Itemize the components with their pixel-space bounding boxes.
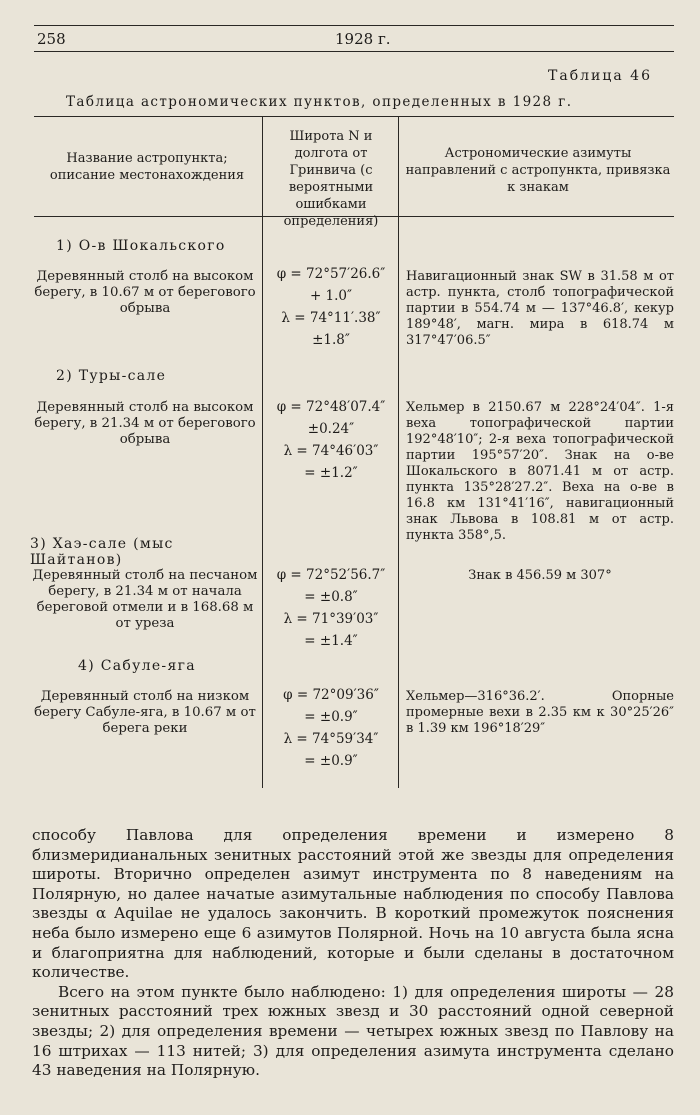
station-description: Деревянный столб на песчаном берегу, в 21.34 м от начала береговой отмели и в 168.68 м от уреза xyxy=(32,568,258,631)
latitude-error: = ±0.8″ xyxy=(304,589,358,605)
longitude: λ = 74°11′.38″ xyxy=(281,310,381,326)
longitude: λ = 74°59′34″ xyxy=(283,731,379,747)
station-description: Деревянный столб на высоком берегу, в 21.34 м от берегового обрыва xyxy=(34,400,256,447)
longitude-error: ±1.8″ xyxy=(312,332,350,348)
column-header-azimuths: Астрономические азимуты направлений с астропункта, привязка к знакам xyxy=(405,146,671,195)
latitude-error: = ±0.9″ xyxy=(304,709,358,725)
body-text xyxy=(32,826,674,1081)
station-azimuths: Навигационный знак SW в 31.58 м от астр. пункта, столб топографической партии в 554.74 м — 137°46.8′, кекур 189°48′, магн. мира в 618.74 м 317°47′06.5″ xyxy=(406,269,674,348)
station-coordinates xyxy=(266,263,396,351)
column-divider-2 xyxy=(398,116,399,788)
latitude: φ = 72°57′26.6″ xyxy=(276,266,386,282)
station-description: Деревянный столб на низком берегу Сабуле-яга, в 10.67 м от берега реки xyxy=(34,689,256,736)
body-paragraph: Всего на этом пункте было наблюдено: 1) для определения широты — 28 зенитных расстояний трех южных звезд и 30 расстояний одной северной звезды; 2) для определения времени — четырех южных звезд по Павлову на 16 штрихах — 113 нитей; 3) для определения азимута инструмента сделано 43 наведения на Полярную. xyxy=(32,982,674,1080)
running-header-year: 1928 г. xyxy=(335,30,391,48)
table-top-rule xyxy=(34,116,674,117)
station-azimuths: Знак в 456.59 м 307° xyxy=(468,568,612,583)
latitude: φ = 72°52′56.7″ xyxy=(276,567,386,583)
latitude-error: ±0.24″ xyxy=(307,421,355,437)
latitude-error: + 1.0″ xyxy=(309,288,353,304)
station-name: 1) О-в Шокальского xyxy=(56,238,226,254)
table-title: Таблица астрономических пунктов, определенных в 1928 г. xyxy=(66,94,573,110)
page-number: 258 xyxy=(37,30,66,48)
column-header-name: Название астропункта; описание местонахождения xyxy=(49,151,245,183)
station-description: Деревянный столб на высоком берегу, в 10.67 м от берегового обрыва xyxy=(34,269,256,316)
column-header-coordinates: Широта N и долгота от Гринвича (с вероятными ошибками определения) xyxy=(283,129,379,229)
latitude: φ = 72°48′07.4″ xyxy=(276,399,386,415)
table-number: Таблица 46 xyxy=(548,68,652,84)
latitude: φ = 72°09′36″ xyxy=(283,687,379,703)
station-azimuths: Хельмер в 2150.67 м 228°24′04″. 1-я веха топографической партии 192°48′10″; 2-я веха топографической партии 195°57′20″. Знак на о-ве Шокальского в 8071.41 м от астр. пункта 135°28′27.2″. Веха на о-ве в 16.8 км 131°41′16″, навигационный знак Львова в 108.81 м от астр. пункта 358°,5. xyxy=(406,400,674,543)
header-rule xyxy=(34,51,674,52)
station-coordinates xyxy=(266,684,396,772)
column-divider-1 xyxy=(262,116,263,788)
top-rule xyxy=(34,25,674,26)
station-coordinates xyxy=(266,396,396,484)
longitude-error: = ±0.9″ xyxy=(304,753,358,769)
body-paragraph: способу Павлова для определения времени и измерено 8 близмеридианальных зенитных расстояний этой же звезды для определения широты. Вторично определен азимут инструмента по 8 наведениям на Полярную, но далее начатые азимутальные наблюдения по способу Павлова звезды α Aquilae не удалось закончить. В короткий промежуток пояснения неба было измерено еще 6 азимутов Полярной. Ночь на 10 августа была ясна и благоприятна для наблюдений, которые и были сделаны в достаточном количестве. xyxy=(32,826,674,982)
station-name: 3) Хаэ-сале (мыс Шайтанов) xyxy=(30,536,174,568)
station-name: 4) Сабуле-яга xyxy=(78,658,196,674)
station-azimuths: Хельмер—316°36.2′. Опорные промерные вехи в 2.35 км к 30°25′26″ в 1.39 км 196°18′29″ xyxy=(406,689,674,736)
station-name: 2) Туры-сале xyxy=(56,368,167,384)
longitude: λ = 71°39′03″ xyxy=(283,611,379,627)
longitude: λ = 74°46′03″ xyxy=(283,443,379,459)
station-coordinates xyxy=(266,564,396,652)
longitude-error: = ±1.4″ xyxy=(304,633,358,649)
longitude-error: = ±1.2″ xyxy=(304,465,358,481)
